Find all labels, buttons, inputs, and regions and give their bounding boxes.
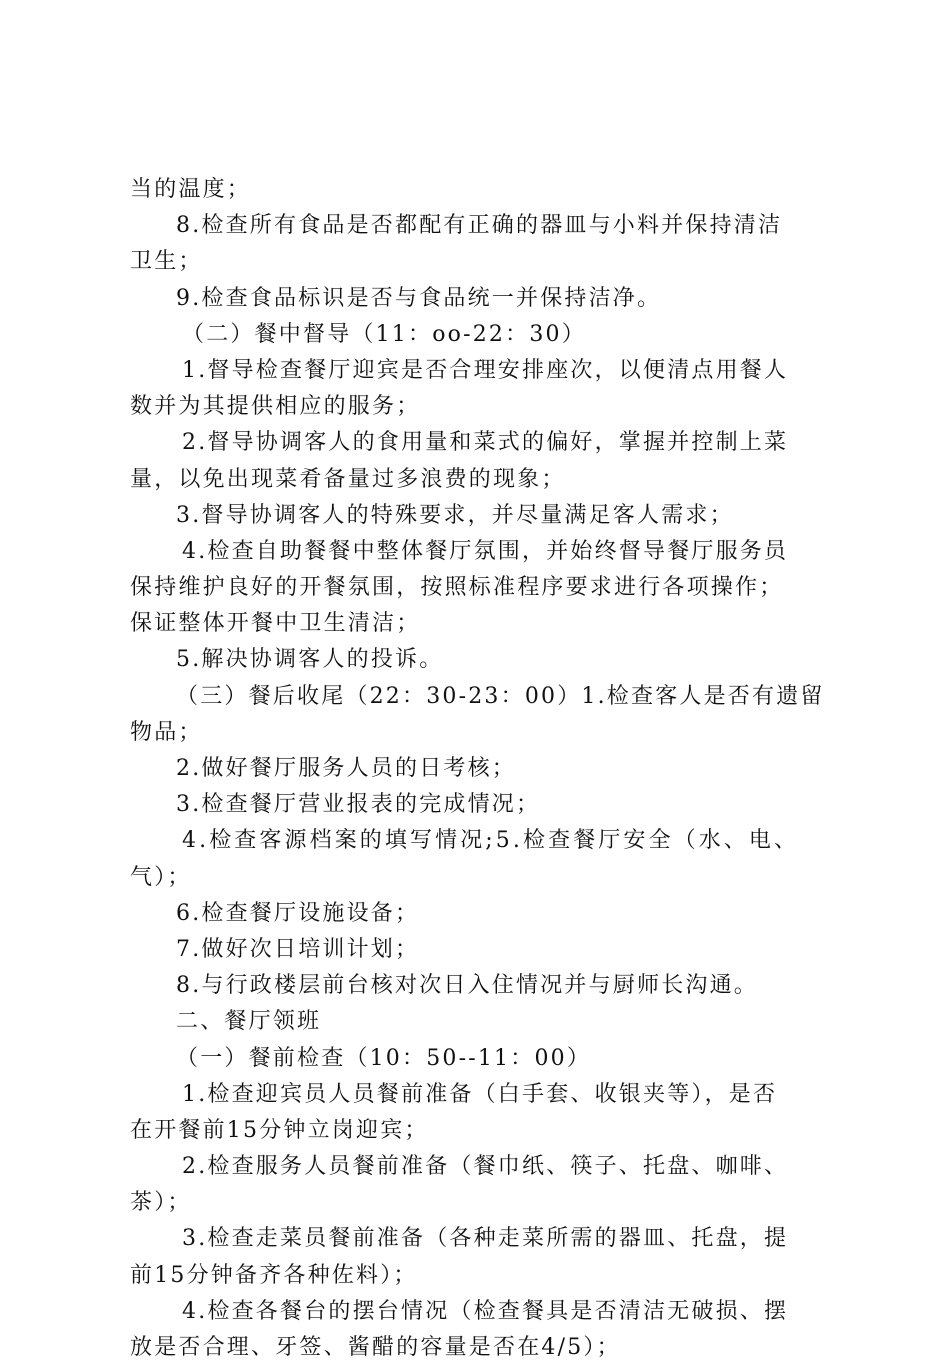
section-heading: （二）餐中督导（11：oo-22：30） (182, 321, 586, 347)
text-line: 2.做好餐厅服务人员的日考核； (176, 756, 516, 781)
text-line: 数并为其提供相应的服务； (130, 394, 421, 420)
text-line: 3.检查走菜员餐前准备（各种走菜所需的器皿、托盘，提 (182, 1226, 789, 1252)
text-line: 卫生； (130, 249, 203, 275)
text-line: 4.检查自助餐餐中整体餐厅氛围，并始终督导餐厅服务员 (182, 538, 789, 564)
section-heading: （一）餐前检查（10：50--11：00） (176, 1045, 592, 1071)
text-line: 1.检查迎宾员人员餐前准备（白手套、收银夹等），是否 (182, 1081, 778, 1107)
text-line: 4.检查客源档案的填写情况;5.检查餐厅安全（水、电、 (182, 828, 800, 854)
text-line: 6.检查餐厅设施设备； (176, 900, 420, 926)
text-line: 7.做好次日培训计划； (176, 936, 420, 962)
text-line: 8.检查所有食品是否都配有正确的器皿与小料并保持清洁 (176, 213, 783, 239)
text-line: 2.检查服务人员餐前准备（餐巾纸、筷子、托盘、咖啡、 (182, 1154, 789, 1180)
document-body (130, 172, 830, 1366)
text-line: 3.督导协调客人的特殊要求，并尽量满足客人需求； (176, 502, 734, 528)
text-line: 前15分钟备齐各种佐料）； (130, 1262, 418, 1288)
text-line: 4.检查各餐台的摆台情况（检查餐具是否清洁无破损、摆 (182, 1298, 789, 1324)
text-line: 气）； (130, 864, 192, 890)
text-line: 3.检查餐厅营业报表的完成情况； (176, 792, 541, 818)
text-line: 物品； (130, 719, 203, 745)
text-line: 茶）； (130, 1190, 192, 1216)
text-line: 放是否合理、牙签、酱醋的容量是否在4/5）； (130, 1335, 621, 1360)
text-line: 在开餐前15分钟立岗迎宾； (130, 1117, 429, 1143)
chapter-heading: 二、餐厅领班 (176, 1009, 322, 1035)
text-line: 当的温度； (130, 177, 252, 202)
text-line: 2.督导协调客人的食用量和菜式的偏好，掌握并控制上菜 (182, 430, 789, 456)
text-line: 1.督导检查餐厅迎宾是否合理安排座次，以便清点用餐人 (182, 357, 789, 383)
text-line: 保证整体开餐中卫生清洁； (130, 611, 421, 637)
text-line: 9.检查食品标识是否与食品统一并保持洁净。 (176, 285, 662, 311)
text-line: 5.解决协调客人的投诉。 (176, 647, 444, 673)
section-heading: （三）餐后收尾（22：30-23：00）1.检查客人是否有遗留 (176, 683, 825, 709)
text-line: 8.与行政楼层前台核对次日入住情况并与厨师长沟通。 (176, 973, 758, 999)
text-line: 保持维护良好的开餐氛围，按照标准程序要求进行各项操作； (130, 575, 784, 601)
text-line: 量，以免出现菜肴备量过多浪费的现象； (130, 466, 566, 492)
